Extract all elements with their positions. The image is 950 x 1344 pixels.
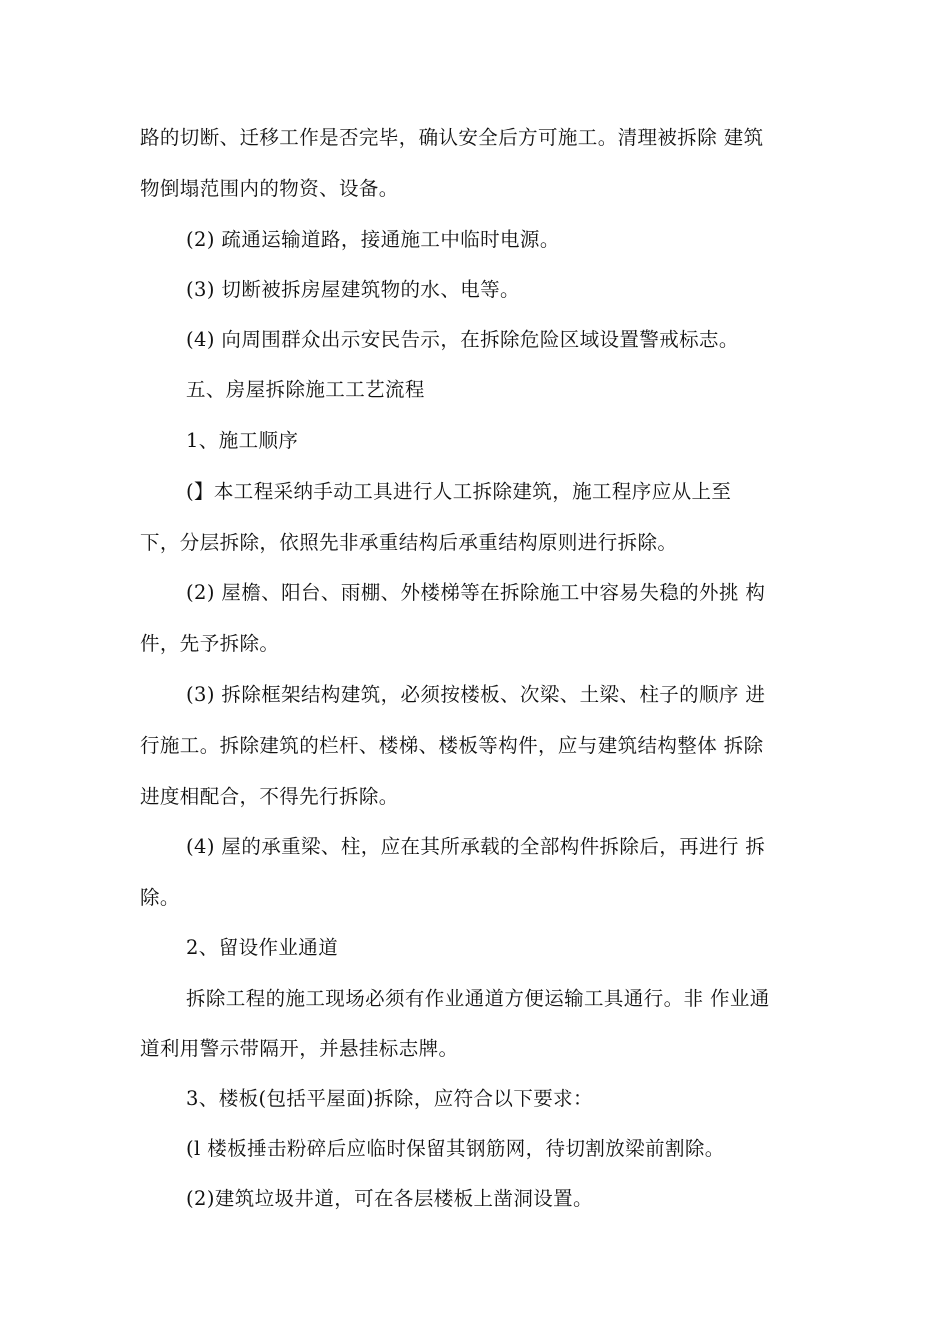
text-line: (2)建筑垃圾井道，可在各层楼板上凿洞设置。	[186, 1187, 593, 1210]
text-line: 物倒塌范围内的物资、设备。	[140, 177, 399, 200]
text-line: 除。	[140, 886, 180, 909]
text-line: (】本工程采纳手动工具进行人工拆除建筑，施工程序应从上至	[186, 480, 732, 503]
text-line: 进度相配合，不得先行拆除。	[140, 785, 399, 808]
subsection-heading: 3、楼板(包括平屋面)拆除，应符合以下要求：	[186, 1087, 593, 1110]
text-line: (3) 切断被拆房屋建筑物的水、电等。	[186, 278, 520, 301]
text-line: (4) 屋的承重梁、柱，应在其所承载的全部构件拆除后，再进行 拆	[186, 835, 766, 858]
text-line: 道利用警示带隔开，并悬挂标志牌。	[140, 1037, 459, 1060]
text-line: 行施工。拆除建筑的栏杆、楼梯、楼板等构件，应与建筑结构整体 拆除	[140, 734, 764, 757]
text-line: 路的切断、迁移工作是否完毕，确认安全后方可施工。清理被拆除 建筑	[140, 126, 764, 149]
text-line: 下，分层拆除，依照先非承重结构后承重结构原则进行拆除。	[140, 531, 678, 554]
subsection-heading: 2、留设作业通道	[186, 936, 339, 959]
text-line: (4) 向周围群众出示安民告示，在拆除危险区域设置警戒标志。	[186, 328, 739, 351]
text-line: 拆除工程的施工现场必须有作业通道方便运输工具通行。非 作业通	[186, 987, 770, 1010]
section-heading: 五、房屋拆除施工工艺流程	[186, 378, 425, 401]
text-line: (3) 拆除框架结构建筑，必须按楼板、次梁、土梁、柱子的顺序 进	[186, 683, 766, 706]
text-line: (2) 疏通运输道路，接通施工中临时电源。	[186, 228, 560, 251]
text-line: (l 楼板捶击粉碎后应临时保留其钢筋网，待切割放梁前割除。	[186, 1137, 725, 1160]
text-line: (2) 屋檐、阳台、雨棚、外楼梯等在拆除施工中容易失稳的外挑 构	[186, 581, 766, 604]
subsection-heading: 1、施工顺序	[186, 429, 299, 452]
text-line: 件，先予拆除。	[140, 632, 280, 655]
